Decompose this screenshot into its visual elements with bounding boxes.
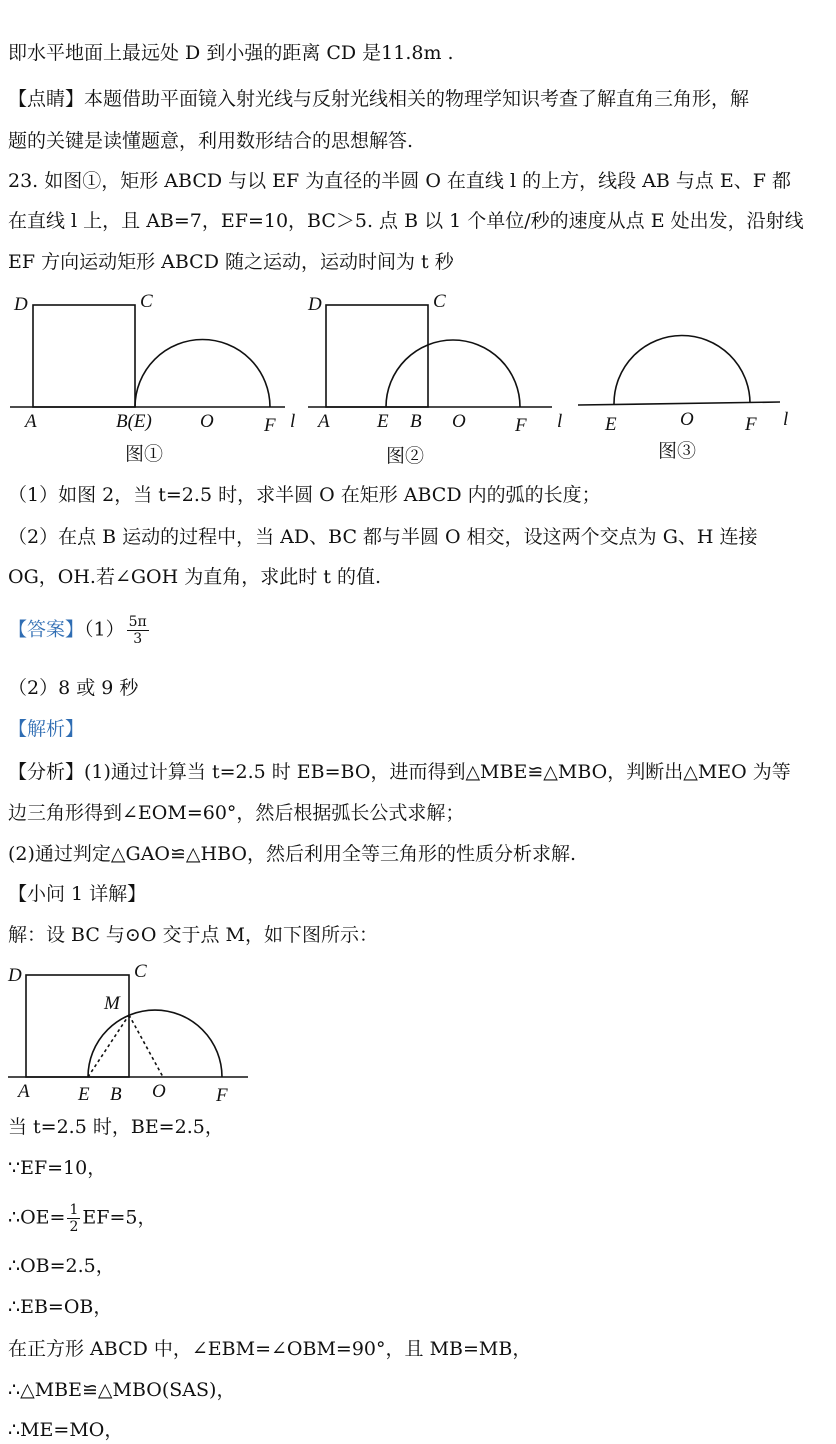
analysis-line-1: 【分析】(1)通过计算当 t=2.5 时 EB=BO，进而得到△MBE≌△MBO，判断出△MEO 为等 xyxy=(8,761,791,783)
fig4-label-E: E xyxy=(78,1084,90,1105)
fig3-label-l: l xyxy=(783,409,789,430)
text-line-3: 题的关键是读懂题意，利用数形结合的思想解答. xyxy=(8,130,414,152)
analysis-line-3: (2)通过判定△GAO≌△HBO，然后利用全等三角形的性质分析求解. xyxy=(8,843,577,865)
text-line-1: 即水平地面上最远处 D 到小强的距离 CD 是11.8m . xyxy=(8,42,454,64)
step-4: ∴OB=2.5， xyxy=(8,1255,115,1277)
question-23-line-1: 23. 如图①，矩形 ABCD 与以 EF 为直径的半圆 O 在直线 l 的上方，线段 AB 与点 E、F 都 xyxy=(8,170,791,192)
sub-question-1: （1）如图 2，当 t=2.5 时，求半圆 O 在矩形 ABCD 内的弧的长度； xyxy=(8,484,601,506)
fig2-label-l: l xyxy=(557,411,563,432)
sub-question-1-heading: 【小问 1 详解】 xyxy=(8,883,147,905)
figures-row xyxy=(0,285,836,470)
step-3-denominator: 2 xyxy=(69,1219,79,1235)
step-3-prefix: ∴OE= xyxy=(8,1206,66,1229)
fig4-label-C: C xyxy=(134,961,147,982)
answer-2: （2）8 或 9 秒 xyxy=(8,677,139,699)
answer-1-numerator: 5π xyxy=(128,614,147,630)
step-1: 当 t=2.5 时，BE=2.5， xyxy=(8,1116,224,1138)
fig3-label-E: E xyxy=(605,414,617,435)
fig3-label-F: F xyxy=(745,414,757,435)
fig4-label-B: B xyxy=(110,1084,122,1105)
step-5: ∴EB=OB， xyxy=(8,1296,113,1318)
fig1-label-D: D xyxy=(14,294,28,315)
answer-1 xyxy=(8,614,151,647)
fig1-label-l: l xyxy=(290,411,296,432)
answer-1-denominator: 3 xyxy=(133,631,143,647)
solution-figure xyxy=(0,955,260,1110)
answer-tag: 【答案】 xyxy=(8,618,85,641)
fig1-caption: 图① xyxy=(125,444,164,465)
fig2-label-F: F xyxy=(515,415,527,436)
analysis-tag: 【解析】 xyxy=(8,718,85,740)
fig1-label-BE: B(E) xyxy=(116,411,152,432)
step-3 xyxy=(8,1202,156,1235)
fig2-label-C: C xyxy=(433,291,446,312)
step-6: 在正方形 ABCD 中，∠EBM=∠OBM=90°，且 MB=MB， xyxy=(8,1338,532,1360)
sub-question-2-line-1: （2）在点 B 运动的过程中，当 AD、BC 都与半圆 O 相交，设这两个交点为 G、H 连接 xyxy=(8,526,758,548)
solution-intro: 解：设 BC 与⊙O 交于点 M，如下图所示： xyxy=(8,924,378,946)
analysis-line-2: 边三角形得到∠EOM=60°，然后根据弧长公式求解； xyxy=(8,802,465,824)
answer-1-prefix: （1） xyxy=(84,618,125,641)
text-line-2: 【点睛】本题借助平面镜入射光线与反射光线相关的物理学知识考查了解直角三角形，解 xyxy=(8,88,750,110)
fig1-label-A: A xyxy=(25,411,37,432)
fig1-label-C: C xyxy=(140,291,153,312)
step-8: ∴ME=MO， xyxy=(8,1419,124,1441)
step-7: ∴△MBE≌△MBO(SAS)， xyxy=(8,1379,236,1401)
fig1-label-O: O xyxy=(200,411,214,432)
fig4-label-A: A xyxy=(18,1081,30,1102)
fig2-label-E: E xyxy=(377,411,389,432)
fig2-label-A: A xyxy=(318,411,330,432)
fig2-label-O: O xyxy=(452,411,466,432)
step-2: ∵EF=10， xyxy=(8,1157,107,1179)
fig3-caption: 图③ xyxy=(658,441,697,462)
question-23-line-2: 在直线 l 上，且 AB=7，EF=10，BC＞5. 点 B 以 1 个单位/秒的速度从点 E 处出发，沿射线 xyxy=(8,210,804,232)
fig1-label-F: F xyxy=(264,415,276,436)
fig2-label-D: D xyxy=(308,294,322,315)
step-3-suffix: EF=5， xyxy=(82,1206,157,1229)
fig4-label-D: D xyxy=(8,965,22,986)
question-23-line-3: EF 方向运动矩形 ABCD 随之运动，运动时间为 t 秒 xyxy=(8,251,454,273)
step-3-numerator: 1 xyxy=(69,1202,79,1218)
fig3-label-O: O xyxy=(680,409,694,430)
fig4-label-O: O xyxy=(152,1081,166,1102)
sub-question-2-line-2: OG，OH.若∠GOH 为直角，求此时 t 的值. xyxy=(8,566,381,588)
step-3-fraction xyxy=(67,1202,80,1235)
fig4-label-M: M xyxy=(104,993,120,1014)
answer-1-fraction xyxy=(127,614,149,647)
fig4-label-F: F xyxy=(216,1085,228,1106)
fig2-label-B: B xyxy=(410,411,422,432)
fig2-caption: 图② xyxy=(386,446,425,467)
